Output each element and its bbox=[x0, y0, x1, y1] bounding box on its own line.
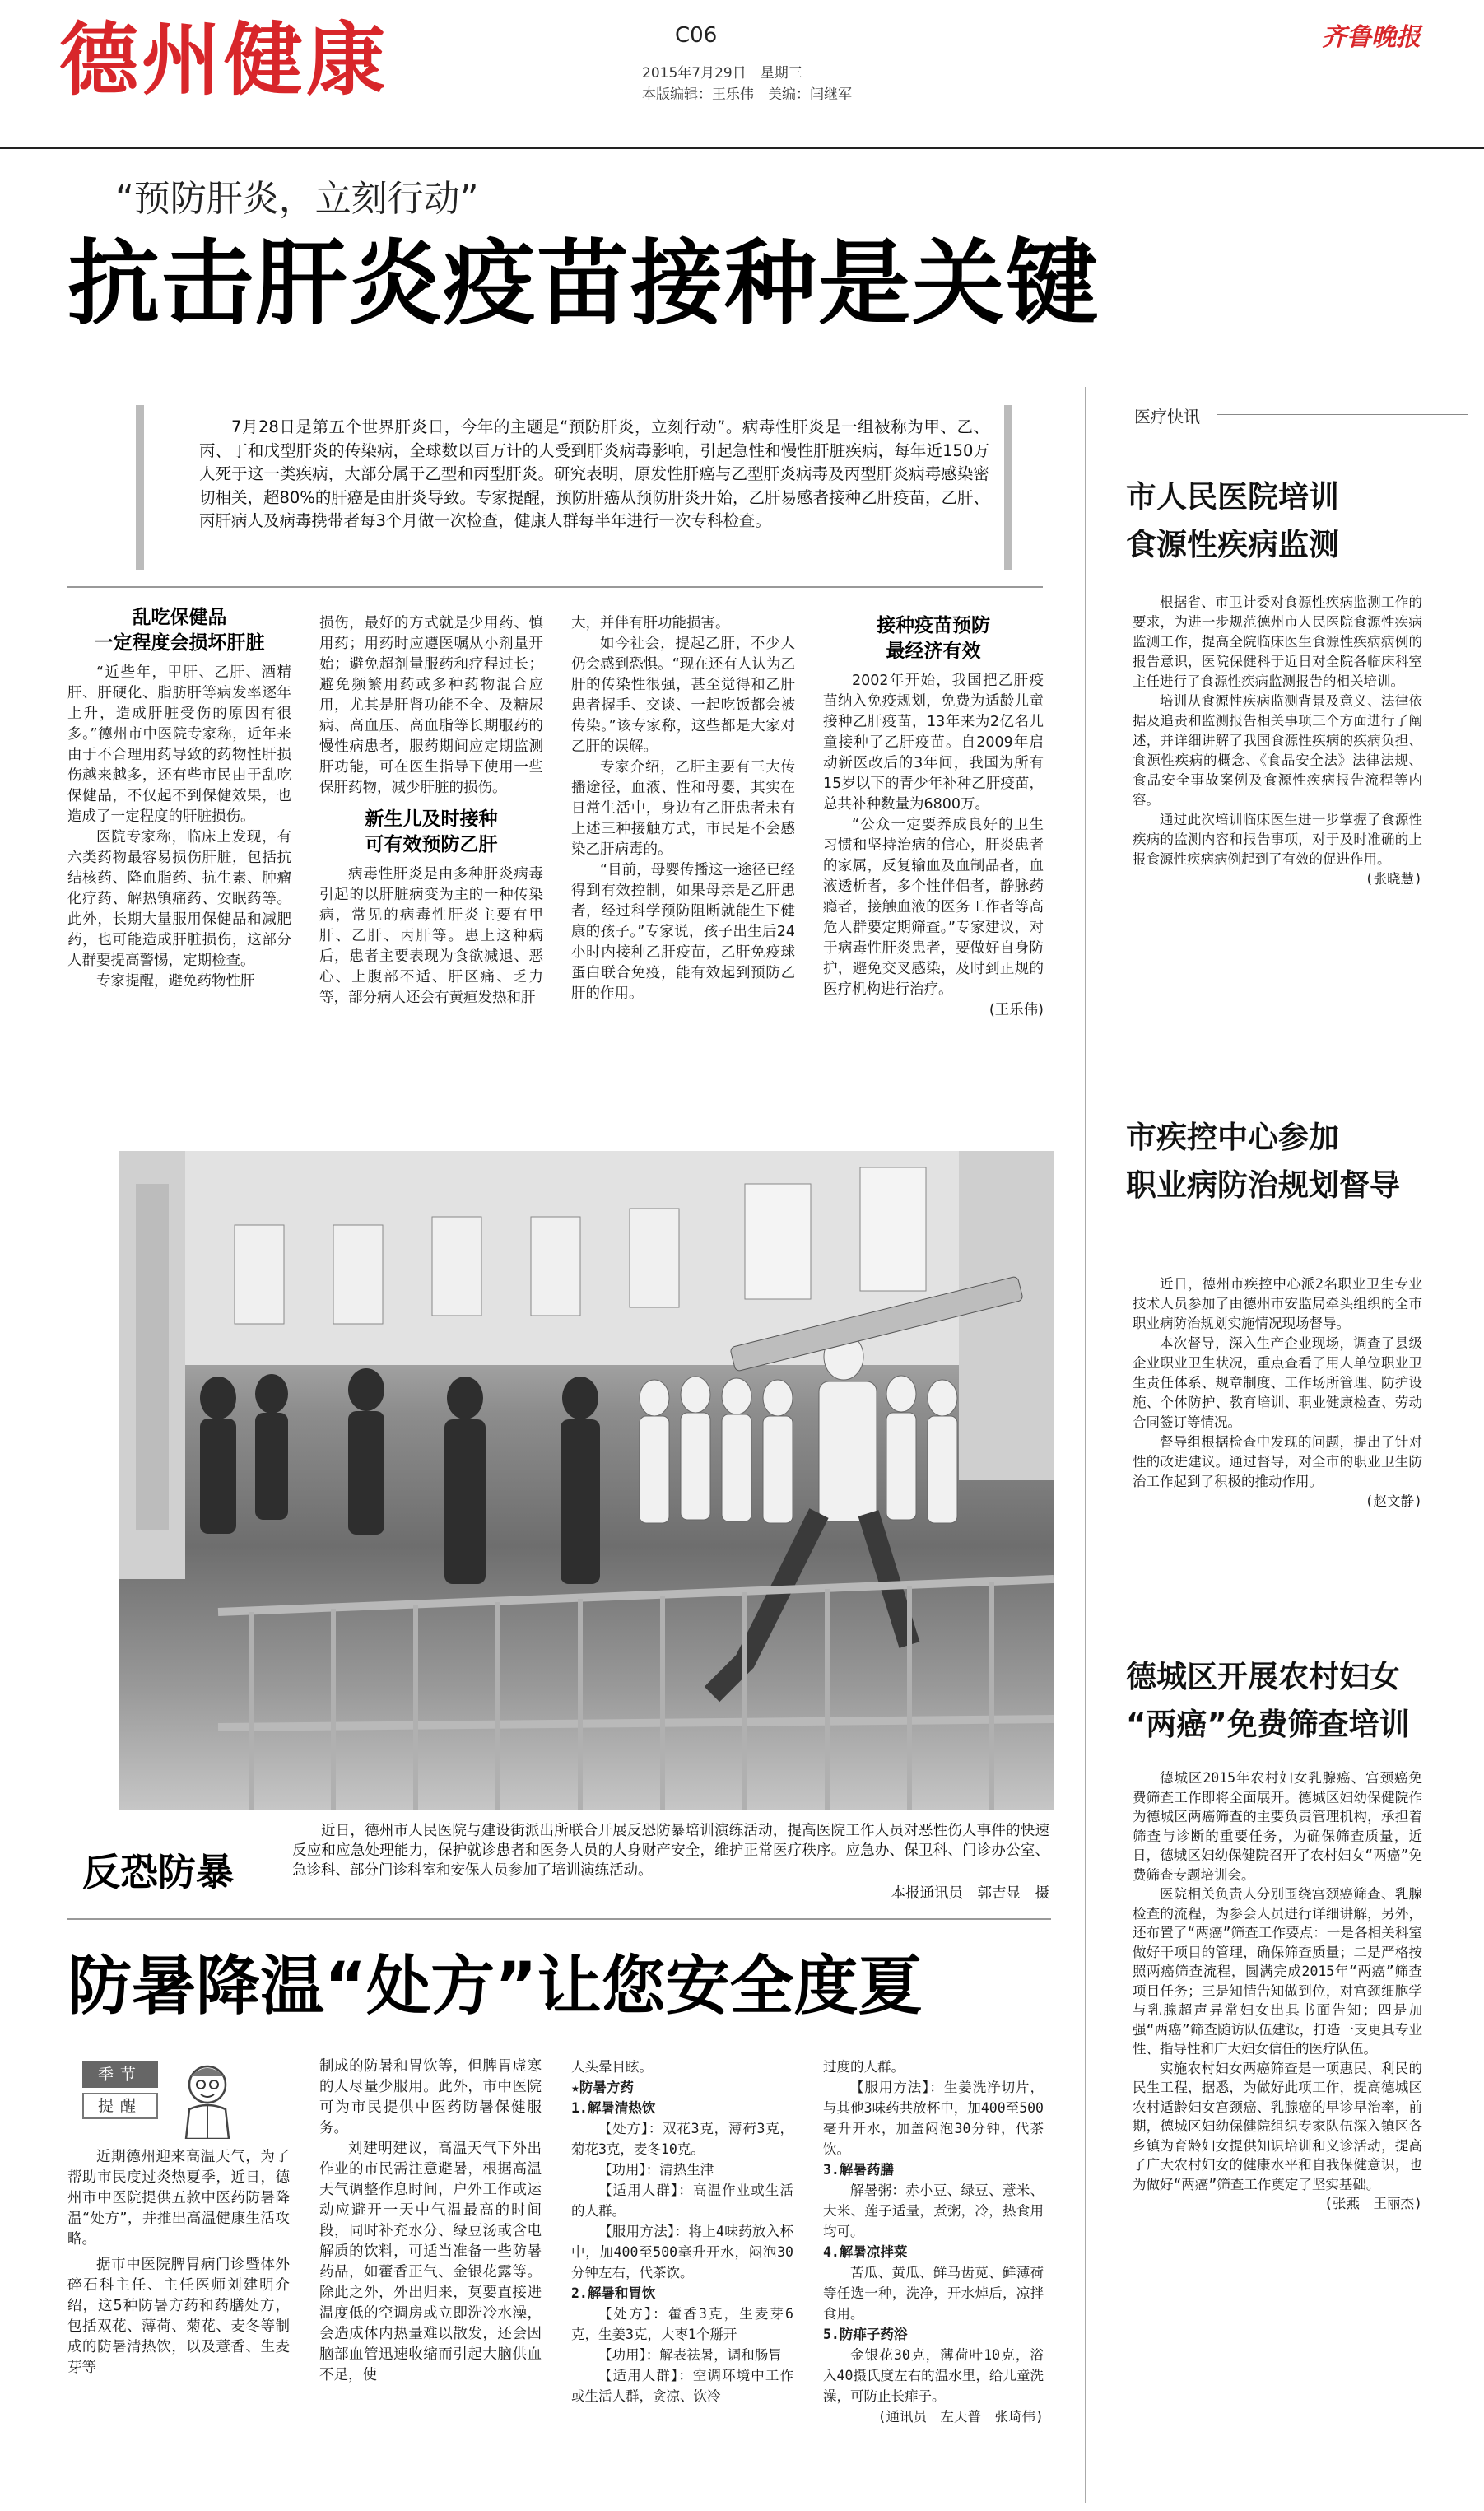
subhead-vaccine: 接种疫苗预防 最经济有效 bbox=[877, 615, 990, 662]
paragraph: 病毒性肝炎是由多种肝炎病毒引起的以肝脏病变为主的一种传染病，常见的病毒性肝炎主要有甲肝、乙肝、丙肝等。患上这种病后，患者主要表现为食欲减退、恶心、上腹部不适、肝区痛、乏力等，部分病人还会有黄疸发热和肝 bbox=[319, 866, 543, 1006]
paragraph: 【服用方法】：生姜洗净切片，与其他3味药共放杯中，加400至500毫升开水，加盖闷泡30分钟，代茶饮。 bbox=[823, 2080, 1044, 2157]
lead-divider bbox=[67, 586, 1043, 588]
paragraph: 培训从食源性疾病监测背景及意义、法律依据及追责和监测报告相关事项三个方面进行了阐述，并详细讲解了我国食源性疾病的疾病负担、食源性疾病的概念、《食品安全法》法律法规、食品安全事故案例及食源性疾病报告流程等内容。 bbox=[1133, 693, 1422, 808]
byline: (张晓慧) bbox=[1365, 871, 1422, 887]
paragraph: 医院专家称，临床上发现，有六类药物最容易损伤肝脏，包括抗结核药、降血脂药、抗生素、肿瘤化疗药、解热镇痛药、安眠药等。此外，长期大量服用保健品和减肥药，也可能造成肝脏损伤，这部分人群要提高警惕，定期检查。 bbox=[67, 829, 291, 969]
paragraph: 【处方】：双花3克，薄荷3克，菊花3克，麦冬10克。 bbox=[571, 2121, 793, 2157]
subhead-newborn: 新生儿及时接种 可有效预防乙肝 bbox=[365, 808, 498, 855]
subhead-supplements: 乱吃保健品 一定程度会损坏肝脏 bbox=[94, 607, 265, 654]
paragraph: 根据省、市卫计委对食源性疾病监测工作的要求，为进一步规范德州市人民医院食源性疾病监测工作，提高全院临床医生食源性疾病病例的报告意识，医院保健科于近日对全院各临床科室主任进行了食源性疾病监测报告的相关培训。 bbox=[1133, 594, 1422, 689]
recipe-title: 3.解暑药膳 bbox=[823, 2162, 894, 2178]
news-photo bbox=[119, 1151, 1054, 1810]
editor-line: 本版编辑：王乐伟 美编：闫继军 bbox=[642, 86, 852, 103]
paragraph: 专家提醒，避免药物性肝 bbox=[96, 973, 255, 990]
byline: (王乐伟) bbox=[989, 1002, 1044, 1018]
paragraph: 损伤，最好的方式就是少用药、慎用药；用药时应遵医嘱从小剂量开始；避免超剂量服药和疗程过长；避免频繁用药或多种药物混合应用，尤其是肝肾功能不全、及糖尿病、高血压、高血脂等长期服药的慢性病患者，服药期间应定期监测肝功能，可在医生指导下使用一些保肝药物，减少肝脏的损伤。 bbox=[319, 615, 543, 796]
lead-col-4 bbox=[823, 613, 1044, 1021]
paragraph: 【适用人群】：高温作业或生活的人群。 bbox=[571, 2183, 793, 2219]
paragraph: “近些年，甲肝、乙肝、酒精肝、肝硬化、脂肪肝等病发率逐年上升，造成肝脏受伤的原因有很多。”德州市中医院专家称，近年来由于不合理用药导致的药物性肝损伤越来越多，还有些市民由于乱吃保健品，不仅起不到保健效果，也造成了一定程度的肝脏损伤。 bbox=[67, 664, 291, 825]
photo-caption: 近日，德州市人民医院与建设街派出所联合开展反恐防暴培训演练活动，提高医院工作人员对恶性伤人事件的快速反应和应急处理能力，保护就诊患者和医务人员的人身财产安全，维护正常医疗秩序。应急办、保卫科、门诊办公室、急诊科、部分门诊科室和安保人员参加了培训演练活动。 bbox=[292, 1823, 1049, 1879]
recipe-title: 2.解暑和胃饮 bbox=[571, 2285, 656, 2301]
summer-col-2 bbox=[319, 2057, 542, 2386]
issue-date: 2015年7月29日 星期三 bbox=[642, 65, 802, 82]
paragraph: 通过此次培训临床医生进一步掌握了食源性疾病的监测内容和报告事项，对于及时准确的上报食源性疾病病例起到了有效的促进作用。 bbox=[1133, 812, 1422, 867]
summer-headline: 防暑降温“处方”让您安全度夏 bbox=[67, 1950, 923, 2024]
section-divider bbox=[67, 1918, 1051, 1920]
lead-col-3 bbox=[571, 613, 795, 1004]
sidebar-headline-1: 市人民医院培训 食源性疾病监测 bbox=[1126, 479, 1339, 562]
photo-caption-title: 反恐防暴 bbox=[82, 1850, 234, 1894]
recipe-title: 4.解暑凉拌菜 bbox=[823, 2244, 908, 2260]
paragraph: 实施农村妇女两癌筛查是一项惠民、利民的民生工程，据悉，为做好此项工作，提高德城区农村适龄妇女宫颈癌、乳腺癌的早诊早治率，前期，德城区妇幼保健院组织专家队伍深入镇区各乡镇为育龄妇女提供知识培训和义诊活动，提高了广大农村妇女的健康水平和自我保健意识，也为做好“两癌”筛查工作奠定了坚实基础。 bbox=[1133, 2060, 1422, 2192]
photo-credit: 本报通讯员 郭吉显 摄 bbox=[891, 1885, 1049, 1902]
paragraph: “目前，母婴传播这一途径已经得到有效控制，如果母亲是乙肝患者，经过科学预防阻断就能生下健康的孩子。”专家说，孩子出生后24小时内接种乙肝疫苗，乙肝免疫球蛋白联合免疫，能有效起到预防乙肝的作用。 bbox=[571, 862, 795, 1002]
sidebar-tag: 医疗快讯 bbox=[1134, 407, 1200, 426]
paragraph: 刘建明建议，高温天气下外出作业的市民需注意避暑，根据高温天气调整作息时间，户外工作或运动应避开一天中气温最高的时间段，同时补充水分、绿豆汤或含电解质的饮料，可适当准备一些防暑药品，如藿香正气、金银花露等。除此之外，外出归来，莫要直接进温度低的空调房或立即洗冷水澡，会造成体内热量难以散发，还会因脑部血管迅速收缩而引起大脑供血不足，使 bbox=[319, 2141, 542, 2383]
paragraph: 过度的人群。 bbox=[823, 2059, 905, 2075]
paragraph: 【适用人群】：空调环境中工作或生活人群，贪凉、饮冷 bbox=[571, 2368, 793, 2404]
paragraph: 近日，德州市疾控中心派2名职业卫生专业技术人员参加了由德州市安监局牵头组织的全市职业病防治规划实施情况现场督导。 bbox=[1133, 1276, 1422, 1331]
recipe-title: 1.解暑清热饮 bbox=[571, 2100, 656, 2116]
paragraph: “公众一定要养成良好的卫生习惯和坚持治病的信心，肝炎患者的家属，反复输血及血制品者，血液透析者，多个性伴侣者，静脉药瘾者，接触血液的医务工作者等高危人群要定期筛查。”专家建议，对于病毒性肝炎患者，要做好自身防护，避免交叉感染，及时到正规的医疗机构进行治疗。 bbox=[823, 817, 1044, 998]
paragraph: 金银花30克，薄荷叶10克，浴入40摄氏度左右的温水里，给儿童洗澡，可防止长痱子。 bbox=[823, 2347, 1044, 2404]
photo-illustration bbox=[119, 1151, 1054, 1810]
sidebar-headline-3: 德城区开展农村妇女 “两癌”免费筛查培训 bbox=[1126, 1659, 1410, 1742]
paragraph: 大，并伴有肝功能损害。 bbox=[571, 615, 730, 631]
byline: (赵文静) bbox=[1365, 1493, 1422, 1509]
sidebar-tag-rule bbox=[1217, 414, 1468, 415]
lead-summary: 7月28日是第五个世界肝炎日，今年的主题是“预防肝炎，立刻行动”。病毒性肝炎是一组被称为甲、乙、丙、丁和戊型肝炎的传染病，全球数以百万计的人受到肝炎病毒影响，引起急性和慢性肝脏疾病，每年近150万人死于这一类疾病，大部分属于乙型和丙型肝炎。研究表明，原发性肝癌与乙型肝炎病毒及丙型肝炎病毒感染密切相关，超80%的肝癌是由肝炎导致。专家提醒，预防肝癌从预防肝炎开始，乙肝易感者接种乙肝疫苗，乙肝、丙肝病人及病毒携带者每3个月做一次检查，健康人群每半年进行一次专科检查。 bbox=[199, 417, 989, 530]
paragraph: 据市中医院脾胃病门诊暨体外碎石科主任、主任医师刘建明介绍，这5种防暑方药和药膳处方，包括双花、薄荷、菊花、麦冬等制成的防暑清热饮，以及薏香、生麦芽等 bbox=[67, 2257, 290, 2376]
masthead-title: 德州健康 bbox=[59, 14, 388, 106]
paragraph: 近期德州迎来高温天气，为了帮助市民度过炎热夏季，近日，德州市中医院提供五款中医药防暑降温“处方”，并推出高温健康生活攻略。 bbox=[67, 2149, 290, 2248]
summer-col-3 bbox=[571, 2057, 793, 2406]
byline: (张燕 王丽杰) bbox=[1324, 2196, 1422, 2211]
sidebar-body-2 bbox=[1133, 1274, 1422, 1512]
paragraph: 【功用】：解表祛暑，调和肠胃 bbox=[598, 2347, 782, 2363]
sidebar-body-3 bbox=[1133, 1768, 1422, 2214]
paragraph: 人头晕目眩。 bbox=[571, 2059, 653, 2075]
summer-col-1 bbox=[67, 2147, 290, 2378]
paragraph: 如今社会，提起乙肝，不少人仍会感到恐惧。“现在还有人认为乙肝的传染性很强，甚至觉得和乙肝患者握手、交谈、一起吃饭都会被传染。”该专家称，这些都是大家对乙肝的误解。 bbox=[571, 636, 795, 755]
paragraph: 解暑粥：赤小豆、绿豆、薏米、大米、莲子适量，煮粥，冷，热食用均可。 bbox=[823, 2183, 1044, 2239]
lead-kicker: “预防肝炎，立刻行动” bbox=[115, 178, 479, 220]
lead-col-1 bbox=[67, 597, 291, 992]
page-number: C06 bbox=[675, 23, 718, 48]
badge-bottom: 提醒 bbox=[82, 2093, 158, 2119]
lead-col-2 bbox=[319, 613, 543, 1009]
paragraph: 2002年开始，我国把乙肝疫苗纳入免疫规划，免费为适龄儿童接种乙肝疫苗，13年来为2亿名儿童接种了乙肝疫苗。自2009年启动新医改后的3年间，我国为所有15岁以下的青少年补种乙肝疫苗，总共补种数量为6800万。 bbox=[823, 673, 1044, 813]
sidebar-headline-2: 市疾控中心参加 职业病防治规划督导 bbox=[1126, 1120, 1400, 1203]
paragraph: 德城区2015年农村妇女乳腺癌、宫颈癌免费筛查工作即将全面展开。德城区妇幼保健院作为德城区两癌筛查的主要负责管理机构，承担着筛查与诊断的重要任务，为确保筛查质量，近日，德城区妇幼保健院召开了农村妇女“两癌”免费筛查专题培训会。 bbox=[1133, 1770, 1422, 1883]
paragraph: 督导组根据检查中发现的问题，提出了针对性的改进建议。通过督导，对全市的职业卫生防治工作起到了积极的推动作用。 bbox=[1133, 1434, 1422, 1489]
paragraph: 【功用】：清热生津 bbox=[598, 2162, 714, 2178]
paragraph: 【服用方法】：将上4味药放入杯中，加400至500毫升开水，闷泡30分钟左右，代茶饮。 bbox=[571, 2224, 793, 2280]
season-badge bbox=[82, 2057, 247, 2139]
paragraph: 医院相关负责人分别围绕宫颈癌筛查、乳腺检查的流程，为参会人员进行详细讲解，另外，还布置了“两癌”筛查工作要点：一是各相关科室做好干项目的管理，确保筛查质量；二是严格按照两癌筛查流程，圆满完成2015年“两癌”筛查项目任务；三是知情告知做到位，对宫颈细胞学与乳腺超声异常妇女出具书面告知；四是加强“两癌”筛查随访队伍建设，打造一支更具专业性、指导性和广大妇女信任的医疗队伍。 bbox=[1133, 1886, 1422, 2057]
recipe-title: 5.防痱子药浴 bbox=[823, 2327, 908, 2342]
masthead-rule bbox=[0, 147, 1484, 149]
paragraph: 专家介绍，乙肝主要有三大传播途径，血液、性和母婴，其实在日常生活中，身边有乙肝患者未有上述三种接触方式，市民是不会感染乙肝病毒的。 bbox=[571, 759, 795, 858]
lead-headline: 抗击肝炎疫苗接种是关键 bbox=[67, 231, 1100, 338]
paragraph: 制成的防暑和胃饮等，但脾胃虚寒的人尽量少服用。此外，市中医院可为市民提供中医药防暑保健服务。 bbox=[319, 2058, 542, 2136]
paragraph: 苦瓜、黄瓜、鲜马齿苋、鲜薄荷等任选一种，洗净，开水焯后，凉拌食用。 bbox=[823, 2265, 1044, 2322]
badge-top: 季节 bbox=[82, 2061, 158, 2088]
paragraph: 【处方】：藿香3克，生麦芽6克，生姜3克，大枣1个掰开 bbox=[571, 2306, 793, 2342]
logo-qilu: 齐鲁晚报 bbox=[1322, 23, 1421, 52]
paragraph: 本次督导，深入生产企业现场，调查了县级企业职业卫生状况，重点查看了用人单位职业卫生责任体系、规章制度、工作场所管理、防护设施、个体防护、教育培训、职业健康检查、劳动合同签订等情况。 bbox=[1133, 1335, 1422, 1430]
summer-col-4 bbox=[823, 2057, 1044, 2427]
section-label: ★防暑方药 bbox=[571, 2080, 634, 2095]
doctor-cartoon-icon bbox=[168, 2057, 247, 2139]
byline: (通讯员 左天普 张琦伟) bbox=[877, 2409, 1044, 2425]
sidebar-body-1 bbox=[1133, 593, 1422, 889]
sidebar-divider bbox=[1085, 387, 1086, 2503]
